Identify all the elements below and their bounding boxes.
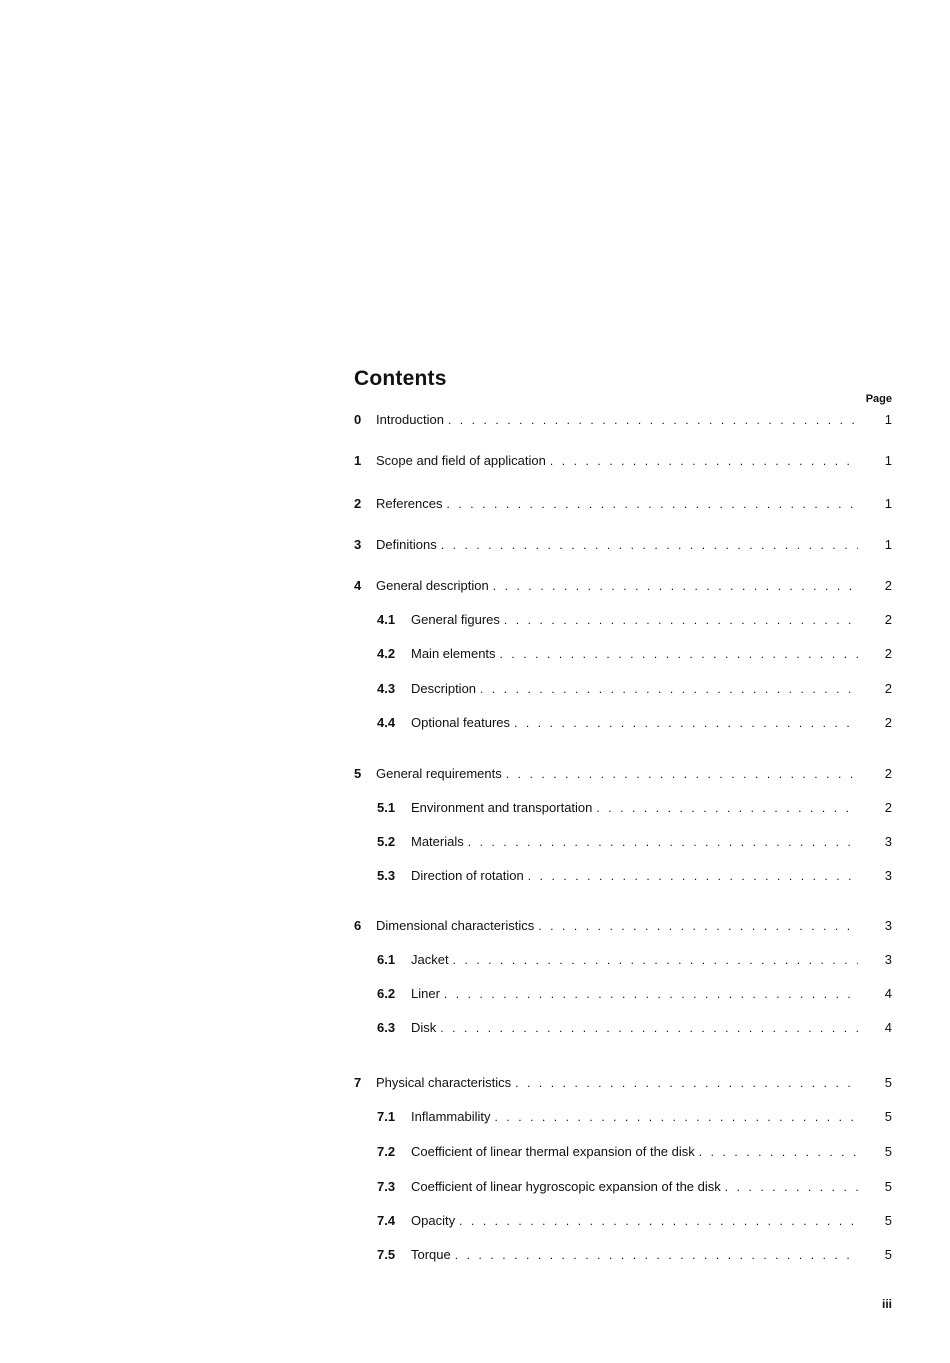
dot-leader	[455, 1246, 858, 1264]
page-number: 5	[884, 1213, 892, 1228]
toc-entry[interactable]	[354, 536, 892, 554]
section-number: 5.2	[377, 834, 396, 849]
dot-leader	[725, 1178, 858, 1196]
toc-subentry[interactable]	[377, 799, 892, 817]
toc-entry[interactable]	[354, 495, 892, 513]
dot-leader	[480, 680, 858, 698]
section-number: 4.2	[377, 646, 396, 661]
section-title: General requirements	[376, 766, 502, 781]
dot-leader	[500, 645, 858, 663]
toc-entry[interactable]	[354, 1074, 892, 1092]
toc-subentry[interactable]	[377, 951, 892, 969]
section-number: 7	[354, 1075, 362, 1090]
section-title: Coefficient of linear thermal expansion of the disk	[411, 1144, 695, 1159]
section-title: References	[376, 496, 443, 511]
page-number: 4	[884, 1020, 892, 1035]
section-number: 6	[354, 918, 362, 933]
toc-subentry[interactable]	[377, 680, 892, 698]
toc-entry[interactable]	[354, 765, 892, 783]
toc-subentry[interactable]	[377, 1178, 892, 1196]
section-number: 5.3	[377, 868, 396, 883]
dot-leader	[468, 833, 858, 851]
dot-leader	[514, 714, 858, 732]
page-column-heading: Page	[865, 393, 892, 405]
section-number: 6.1	[377, 952, 396, 967]
dot-leader	[699, 1143, 858, 1161]
section-title: Coefficient of linear hygroscopic expansion of the disk	[411, 1179, 721, 1194]
section-title: Dimensional characteristics	[376, 918, 535, 933]
page-number: 3	[884, 918, 892, 933]
section-title: Direction of rotation	[411, 868, 524, 883]
section-title: Definitions	[376, 537, 437, 552]
section-number: 4.3	[377, 681, 396, 696]
section-title: Opacity	[411, 1213, 456, 1228]
dot-leader	[596, 799, 858, 817]
section-number: 7.4	[377, 1213, 396, 1228]
dot-leader	[448, 411, 858, 429]
toc-entry[interactable]	[354, 917, 892, 935]
section-number: 6.3	[377, 1020, 396, 1035]
page-number: 1	[884, 537, 892, 552]
section-title: Main elements	[411, 646, 496, 661]
section-number: 4.4	[377, 715, 396, 730]
page-number: 2	[884, 715, 892, 730]
page-number: 2	[884, 612, 892, 627]
section-number: 4.1	[377, 612, 396, 627]
dot-leader	[550, 452, 858, 470]
page-number: 5	[884, 1144, 892, 1159]
toc-subentry[interactable]	[377, 985, 892, 1003]
section-number: 7.2	[377, 1144, 396, 1159]
section-number: 5	[354, 766, 362, 781]
dot-leader	[453, 951, 858, 969]
section-title: General figures	[411, 612, 500, 627]
toc-subentry[interactable]	[377, 1212, 892, 1230]
section-title: Materials	[411, 834, 464, 849]
toc-subentry[interactable]	[377, 867, 892, 885]
section-number: 3	[354, 537, 362, 552]
dot-leader	[441, 536, 858, 554]
section-title: Optional features	[411, 715, 511, 730]
page-number: 2	[884, 646, 892, 661]
page-number: 3	[884, 868, 892, 883]
section-title: Liner	[411, 986, 440, 1001]
toc-subentry[interactable]	[377, 611, 892, 629]
dot-leader	[506, 765, 858, 783]
section-number: 4	[354, 578, 362, 593]
page-number: 3	[884, 834, 892, 849]
toc-subentry[interactable]	[377, 1108, 892, 1126]
dot-leader	[494, 1108, 858, 1126]
toc-entry[interactable]	[354, 577, 892, 595]
section-title: Jacket	[411, 952, 449, 967]
dot-leader	[444, 985, 858, 1003]
page-number: 2	[884, 766, 892, 781]
dot-leader	[446, 495, 858, 513]
contents-title: Contents	[354, 367, 447, 390]
section-title: Environment and transportation	[411, 800, 593, 815]
page-number: 2	[884, 800, 892, 815]
page-number: 5	[884, 1247, 892, 1262]
page-folio: iii	[881, 1297, 892, 1311]
page-number: 1	[884, 453, 892, 468]
toc-subentry[interactable]	[377, 1246, 892, 1264]
toc-subentry[interactable]	[377, 833, 892, 851]
section-title: Physical characteristics	[376, 1075, 512, 1090]
page-number: 1	[884, 496, 892, 511]
toc-subentry[interactable]	[377, 714, 892, 732]
section-number: 7.3	[377, 1179, 396, 1194]
section-number: 5.1	[377, 800, 396, 815]
section-title: Scope and field of application	[376, 453, 546, 468]
page-number: 5	[884, 1075, 892, 1090]
page-number: 4	[884, 986, 892, 1001]
toc-subentry[interactable]	[377, 645, 892, 663]
section-title: Introduction	[376, 412, 444, 427]
page-number: 5	[884, 1179, 892, 1194]
section-title: Inflammability	[411, 1109, 491, 1124]
dot-leader	[538, 917, 858, 935]
section-number: 0	[354, 412, 362, 427]
page-number: 2	[884, 681, 892, 696]
dot-leader	[493, 577, 858, 595]
page-number: 5	[884, 1109, 892, 1124]
section-number: 2	[354, 496, 362, 511]
page-number: 3	[884, 952, 892, 967]
section-number: 6.2	[377, 986, 396, 1001]
page-number: 2	[884, 578, 892, 593]
dot-leader	[440, 1019, 858, 1037]
toc-entry[interactable]	[354, 411, 892, 429]
toc-subentry[interactable]	[377, 1019, 892, 1037]
section-title: Description	[411, 681, 477, 696]
toc-entry[interactable]	[354, 452, 892, 470]
section-number: 1	[354, 453, 362, 468]
dot-leader	[459, 1212, 858, 1230]
section-title: General description	[376, 578, 489, 593]
dot-leader	[504, 611, 858, 629]
page-number: 1	[884, 412, 892, 427]
section-number: 7.5	[377, 1247, 396, 1262]
section-number: 7.1	[377, 1109, 396, 1124]
dot-leader	[515, 1074, 858, 1092]
section-title: Torque	[411, 1247, 451, 1262]
section-title: Disk	[411, 1020, 437, 1035]
toc-subentry[interactable]	[377, 1143, 892, 1161]
dot-leader	[528, 867, 858, 885]
